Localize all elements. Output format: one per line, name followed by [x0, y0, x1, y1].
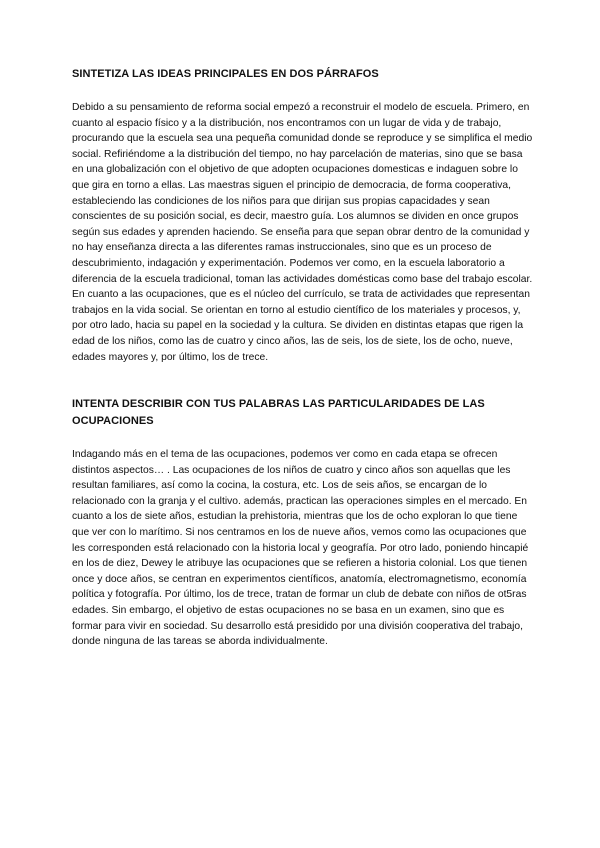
section-1-paragraph-2: En cuanto a las ocupaciones, que es el núcleo del currículo, se trata de actividades que representan trabajos en la vida social. Se orientan en torno al estudio científico de los materiales y procesos, y, por otro lado, hacia su papel en la sociedad y la cultura. Se dividen en distintas etapas que rigen la edad de los niños, como las de cuatro y cinco años, las de seis, los de siete, los de ocho, nueve, edades mayores y, por último, los de trece. [72, 289, 530, 363]
document-page [72, 66, 534, 650]
section-2-heading: INTENTA DESCRIBIR CON TUS PALABRAS LAS PARTICULARIDADES DE LAS OCUPACIONES [72, 398, 485, 428]
section-1-paragraph-1: Debido a su pensamiento de reforma social empezó a reconstruir el modelo de escuela. Primero, en cuanto al espacio físico y a la distribución, nos encontramos con un lugar de vida y de trabajo, procurando que la escuela sea una pequeña comunidad donde se reproduce y se simplifica el medio social. Refiriéndome a la distribución del tiempo, no hay parcelación de materias, sino que se basa en una globalización con el objetivo de que adopten ocupaciones domesticas e indaguen sobre lo que gira en torno a ellas. Las maestras siguen el principio de democracia, de forma cooperativa, estableciendo las condiciones de los niños para que dirijan sus propias capacidades y sean conscientes de su posición social, es decir, maestro guía. Los alumnos se dividen en once grupos según sus edades y aprenden haciendo. Se enseña para que sepan obrar dentro de la comunidad y no hay enseñanza directa a las diferentes ramas instruccionales, sino que es un proceso de descubrimiento, indagación y experimentación. Podemos ver como, en la escuela laboratorio a diferencia de la escuela tradicional, toman las actividades domésticas como base del trabajo escolar. [72, 102, 533, 285]
spacer [72, 430, 534, 447]
spacer [72, 83, 534, 100]
section-2-paragraph-1: Indagando más en el tema de las ocupaciones, podemos ver como en cada etapa se ofrecen distintos aspectos… . Las ocupaciones de los niños de cuatro y cinco años son aquellas que les resultan familiares, así como la cocina, la costura, etc. Los de seis años, se encargan de lo relacionado con la granja y el cultivo. además, practican las operaciones simples en el mercado. En cuanto a los de siete años, estudian la prehistoria, mientras que los de ocho exploran lo que tiene que ver con lo marítimo. Si nos centramos en los de nueve años, vemos como las ocupaciones que les corresponden está relacionado con la historia local y geografía. Por otro lado, poniendo hincapié en los de diez, Dewey le atribuye las ocupaciones que se refieren a historia colonial. Los que tienen once y doce años, se centran en experimentos científicos, anatomía, electromagnetismo, economía política y fotografía. Por último, los de trece, tratan de formar un club de debate con niños de ot5ras edades. Sin embargo, el objetivo de estas ocupaciones no se basa en un examen, sino que es formar para vivir en sociedad. Su desarrollo está presidido por una división cooperativa del trabajo, donde ninguna de las tareas se aborda individualmente. [72, 449, 529, 648]
spacer [72, 365, 534, 396]
section-1-heading: SINTETIZA LAS IDEAS PRINCIPALES EN DOS PÁRRAFOS [72, 68, 379, 80]
